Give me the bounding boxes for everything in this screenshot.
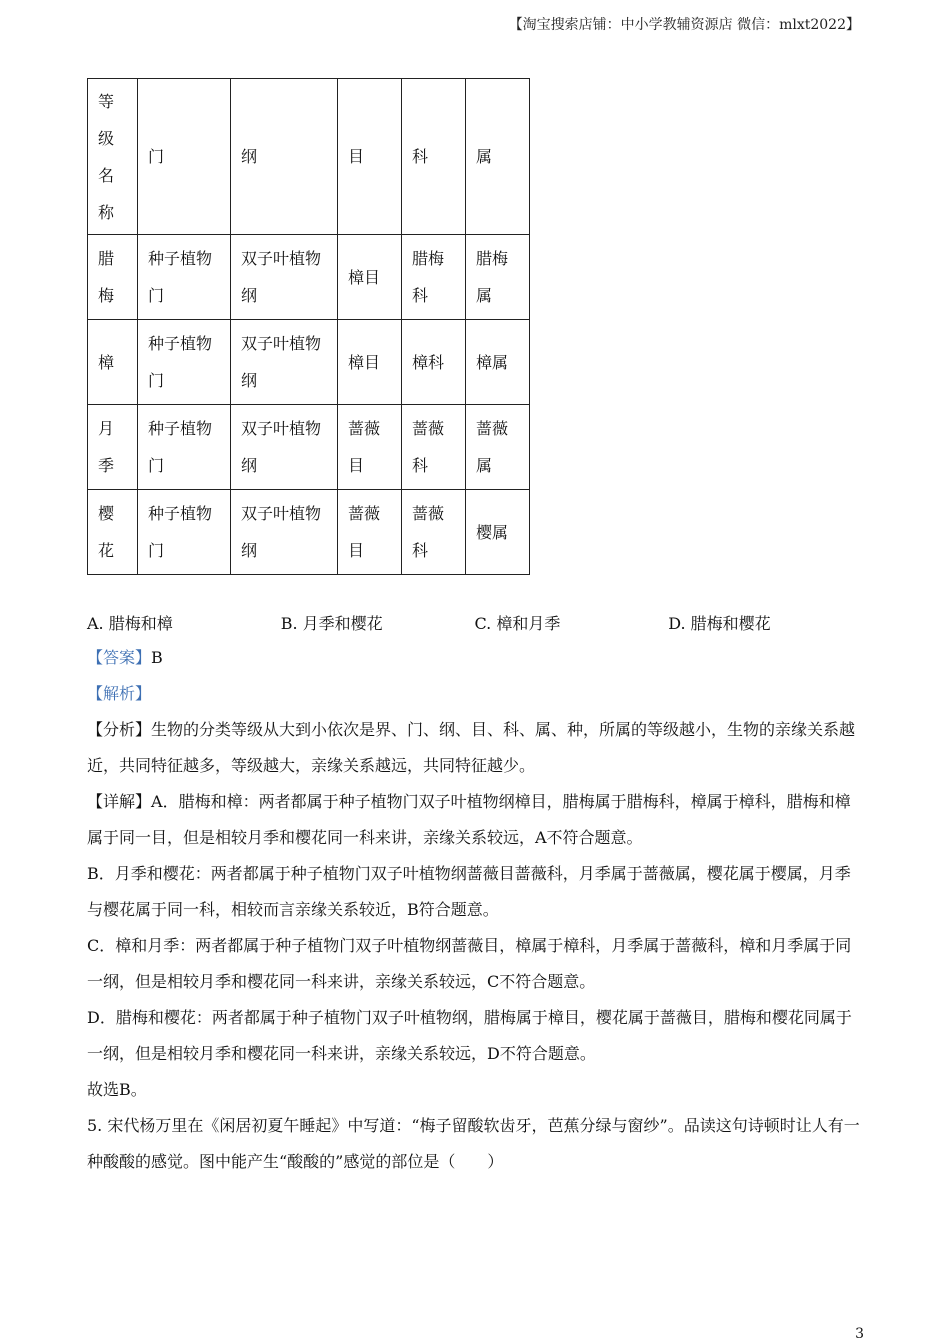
classification-table [87, 78, 530, 575]
table-cell: 蔷薇科 [402, 405, 466, 490]
table-cell: 腊梅属 [466, 235, 530, 320]
table-cell: 双子叶植物纲 [231, 490, 338, 575]
table-cell: 蔷薇目 [338, 490, 402, 575]
answer-options [87, 612, 862, 636]
table-cell: 樟目 [338, 320, 402, 405]
table-header-cell: 等级名称 [88, 79, 138, 235]
analysis-detail-c: C．樟和月季：两者都属于种子植物门双子叶植物纲蔷薇目，樟属于樟科，月季属于蔷薇科，樟和月季属于同一纲，但是相较月季和樱花同一科来讲，亲缘关系较远，C不符合题意。 [87, 936, 852, 991]
table-header-row [88, 79, 530, 235]
table-cell: 蔷薇目 [338, 405, 402, 490]
table-cell: 蔷薇科 [402, 490, 466, 575]
table-cell: 樱属 [466, 490, 530, 575]
table-cell: 种子植物门 [138, 405, 231, 490]
answer-label: 【答案】 [87, 648, 152, 667]
option-c: C. 樟和月季 [474, 614, 561, 633]
question-content [87, 612, 862, 1180]
table-cell: 樟 [88, 320, 138, 405]
detail-a-text: A．腊梅和樟：两者都属于种子植物门双子叶植物纲樟目，腊梅属于腊梅科，樟属于樟科，腊梅和樟属于同一目，但是相较月季和樱花同一科来讲，亲缘关系较远，A不符合题意。 [87, 792, 851, 847]
table-cell: 樱花 [88, 490, 138, 575]
question-5: 5. 宋代杨万里在《闲居初夏午睡起》中写道：“梅子留酸软齿牙，芭蕉分绿与窗纱”。品读这句诗顿时让人有一种酸酸的感觉。图中能产生“酸酸的”感觉的部位是（ ） [87, 1116, 860, 1171]
table-header-cell: 纲 [231, 79, 338, 235]
table-cell: 双子叶植物纲 [231, 235, 338, 320]
table-cell: 樟属 [466, 320, 530, 405]
table-row [88, 490, 530, 575]
page-number: 3 [855, 1326, 864, 1342]
table-header-cell: 科 [402, 79, 466, 235]
table-cell: 腊梅科 [402, 235, 466, 320]
table-row [88, 405, 530, 490]
analysis-detail-a [87, 784, 862, 856]
table-cell: 种子植物门 [138, 320, 231, 405]
option-d: D. 腊梅和樱花 [668, 614, 771, 633]
analysis-conclusion: 故选B。 [87, 1080, 147, 1099]
xiangjie-label: 【详解】 [87, 792, 152, 811]
table-row [88, 235, 530, 320]
table-header-cell: 属 [466, 79, 530, 235]
option-a: A. 腊梅和樟 [87, 614, 173, 633]
table-cell: 种子植物门 [138, 235, 231, 320]
table-header-cell: 目 [338, 79, 402, 235]
analysis-label: 【解析】 [87, 684, 152, 703]
table-cell: 月季 [88, 405, 138, 490]
table-cell: 双子叶植物纲 [231, 405, 338, 490]
table-cell: 种子植物门 [138, 490, 231, 575]
table-header-cell: 门 [138, 79, 231, 235]
table-cell: 双子叶植物纲 [231, 320, 338, 405]
table-cell: 樟科 [402, 320, 466, 405]
table-cell: 腊梅 [88, 235, 138, 320]
fenxi-text: 生物的分类等级从大到小依次是界、门、纲、目、科、属、种，所属的等级越小，生物的亲缘关系越近，共同特征越多，等级越大，亲缘关系越远，共同特征越少。 [87, 720, 856, 775]
table-row [88, 320, 530, 405]
analysis-detail-b: B．月季和樱花：两者都属于种子植物门双子叶植物纲蔷薇目蔷薇科，月季属于蔷薇属，樱花属于樱属，月季与樱花属于同一科，相较而言亲缘关系较近，B符合题意。 [87, 864, 851, 919]
table-cell: 樟目 [338, 235, 402, 320]
answer-line [87, 640, 862, 676]
page-header-watermark: 【淘宝搜索店铺：中小学教辅资源店 微信：mlxt2022】 [508, 17, 860, 33]
fenxi-label: 【分析】 [87, 720, 152, 739]
answer-value: B [151, 648, 163, 667]
option-b: B. 月季和樱花 [280, 614, 383, 633]
analysis-fenxi [87, 712, 862, 784]
analysis-detail-d: D．腊梅和樱花：两者都属于种子植物门双子叶植物纲，腊梅属于樟目，樱花属于蔷薇目，腊梅和樱花同属于一纲，但是相较月季和樱花同一科来讲，亲缘关系较远，D不符合题意。 [87, 1008, 852, 1063]
table-cell: 蔷薇属 [466, 405, 530, 490]
